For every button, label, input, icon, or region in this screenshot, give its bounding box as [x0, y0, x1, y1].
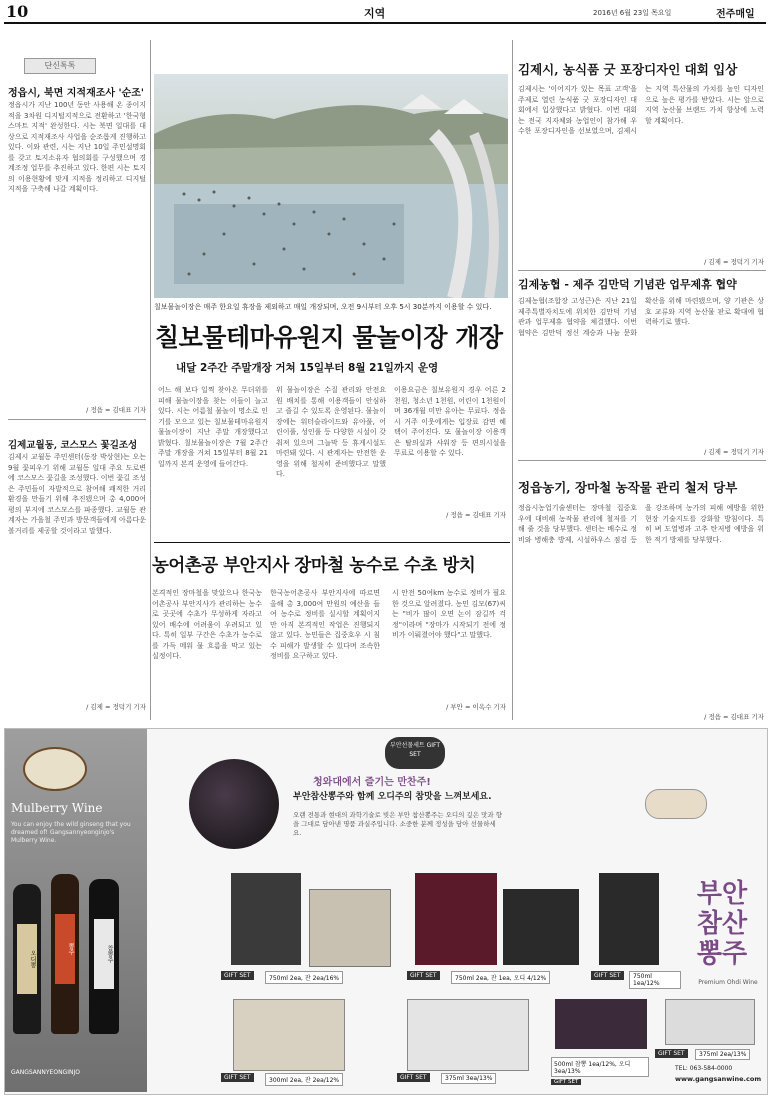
- column-divider: [512, 40, 513, 720]
- article-credit: / 정읍 = 김대표 기자: [86, 406, 146, 414]
- gift-set-7: [655, 995, 763, 1089]
- gift-set-tag: GIFT SET: [591, 971, 624, 980]
- bottle-label: 참뽕주: [94, 919, 114, 989]
- bottle-label: 오디뽕: [17, 924, 37, 994]
- gift-set-spec: 375ml 3ea/13%: [441, 1073, 496, 1084]
- issue-date: 2016년 6월 23일 목요일: [593, 9, 672, 17]
- divider: [518, 460, 766, 461]
- article-credit: / 정읍 = 김대표 기자: [704, 713, 764, 721]
- article-title: 김제시, 농식품 굿 포장디자인 대회 입상: [518, 62, 738, 77]
- feature-subheadline: 내달 2주간 주말개장 거쳐 15일부터 8월 21일까지 운영: [176, 362, 439, 374]
- article-title: 정읍농기, 장마철 농작물 관리 철저 당부: [518, 480, 738, 495]
- gift-box-image: [309, 889, 391, 967]
- brand-emblem-icon: [23, 747, 87, 791]
- farm-col-1: 본격적인 장마철을 맞았으나 한국농어촌공사 부안지사가 관리하는 농수로 곳곳에 수초가 무성하게 자라고 있어 배수에 어려움이 우려되고 있다. 특히 일부 구간은 수초가 농수로를 가득 메워 물 흐름을 막고 있는 실정이다.: [152, 589, 262, 660]
- farm-col-2: 한국농어촌공사 부안지사에 따르면 올해 총 3,000여 만원의 예산을 들여 농수로 정비를 실시할 계획이지만 아직 본격적인 작업은 진행되지 않고 있다. 농민들은 집중호우 시 침수 피해가 발생할 수 있다며 조속한 정비를 요구하고 있다.: [270, 589, 380, 660]
- company-name: GANGSANNYEONGINJO: [11, 1069, 80, 1076]
- gift-set-spec: 300ml 2ea, 잔 2ea/12%: [265, 1073, 343, 1086]
- gift-set-spec: 375ml 2ea/13%: [695, 1049, 750, 1060]
- wine-bottle: [13, 884, 41, 1034]
- farm-credit: / 부안 = 이옥수 기자: [446, 703, 506, 711]
- article-title: 김제농협 - 제주 김만덕 기념관 업무제휴 협약: [518, 278, 737, 291]
- wine-bottle: [89, 879, 119, 1034]
- article-body: 정읍시농업기술센터는 장마철 집중호우에 대비해 농작물 관리에 철저를 기해 줄 것을 당부했다. 센터는 배수로 정비와 병해충 방제, 시설하우스 점검 등을 강조하며 농가의 피해 예방을 위한 현장 기술지도를 강화할 방침이다. 특히 벼 도열병과 고추 탄저병 예방을 위한 적기 방제를 당부했다.: [518, 504, 764, 544]
- photo-caption: 칠보물놀이장은 매주 한요일 휴장을 제외하고 매일 개장되며, 오전 9시부터 오후 5시 30분까지 이용할 수 있다.: [154, 303, 492, 311]
- farm-col-3: 시 안전 50여km 농수로 정비가 필요한 것으로 알려졌다. 농민 김모(67)씨는 "비가 많이 오면 논이 잠길까 걱정"이라며 "장마가 시작되기 전에 정비가 이뤄졌어야 했다"고 말했다.: [392, 589, 506, 639]
- ad-phone: TEL: 063-584-0000: [675, 1065, 733, 1072]
- gift-set-tag: GIFT SET: [551, 1079, 581, 1085]
- gift-set-tag: GIFT SET: [221, 1073, 254, 1082]
- mulberry-wine-ad: [4, 728, 768, 1095]
- ad-premium-note: Premium Ohdi Wine: [698, 979, 758, 986]
- gift-box-image: [415, 873, 497, 965]
- article-credit: / 김제 = 정덕기 기자: [704, 448, 764, 456]
- section-title: 지역: [364, 7, 386, 20]
- ad-brand-panel: [5, 729, 147, 1092]
- article-body: 김제시는 '이어지가 있는 목표 고객'을 주제로 열린 농식품 굿 포장디자인 대회에서 입상했다고 밝혔다. 이번 대회는 전국 지자체와 농업인이 참가해 우수한 포장디자인을 선보였으며, 김제시는 지역 특산물의 가치를 높인 디자인으로 높은 평가를 받았다. 시는 앞으로 지역 농산물 브랜드 가치 향상에 노력할 계획이다.: [518, 85, 764, 135]
- feature-col-1: 어느 해 보다 일찍 찾아온 무더위를 피해 물놀이장을 찾는 이들이 늘고 있다. 시는 어름철 물놀이 명소로 인기를 모으고 있는 칠보물테마유원지 물놀이장이 지난 주말 개장했다고 밝혔다. 칠보물놀이장은 7월 2주간 주말 개장을 거쳐 15일부터 8월 21일까지 본격 운영에 들어간다.: [158, 386, 268, 468]
- article-body: 김제시 교월동 주민센터(동장 박상현)는 오는 9월 꽃피우기 위해 교월동 일대 주요 도로변에 코스모스 꽃길을 조성했다. 이번 꽃길 조성은 주민들이 자발적으로 참여해 쾌적한 거리 환경을 만들기 위해 추진됐으며 총 4,000여 평의 부지에 코스모스를 파종했다. 교월동 관계자는 가을철 주민과 방문객들에게 아름다운 볼거리를 제공할 것이라고 말했다.: [8, 453, 146, 535]
- bottle-label: 뽕주: [55, 914, 75, 984]
- gift-set-tag: GIFT SET: [407, 971, 440, 980]
- gift-box-image: [665, 999, 755, 1045]
- gift-set-2: [407, 869, 587, 989]
- article-title: 정읍시, 북면 지적재조사 '순조': [8, 88, 144, 99]
- gift-box-image: [233, 999, 345, 1071]
- ad-slogan-2: 부안참산뽕주와 함께 오디주의 참맛을 느껴보세요.: [293, 792, 492, 802]
- ad-website: www.gangsanwine.com: [675, 1075, 762, 1083]
- page-number: 10: [6, 2, 29, 21]
- article-body: 정읍시가 지난 100년 동안 사용해 온 종이지적을 3차원 디지털지적으로 전환하고 '한국형 스마트 지적' 완성한다. 시는 북면 일대를 대상으로 지적재조사 사업을 순조롭게 진행하고 있다. 이와 관련, 시는 지난 10일 주민설명회를 갖고 토지소유자 협의회를 구성했으며 경계조정 업무를 추진하고 있다. 한편 시는 토지의 이용현황에 맞게 지적을 정리하고 디지털 지적을 구축해 나갈 계획이다.: [8, 101, 146, 193]
- gift-set-5: [397, 995, 547, 1089]
- ad-brand-subtitle: You can enjoy the wild ginseng that you dreamed of! Gangsannyeonginjo's Mulberry Wine.: [11, 821, 131, 844]
- feature-col-2: 위 물놀이장은 수질 관리와 안전요원 배치를 통해 이용객들이 안심하고 즐길 수 있도록 운영된다. 물놀이장에는 워터슬라이드와 유아풀, 어린이풀, 성인풀 등 다양한 시설이 갖춰져 있으며 그늘막 등 휴게시설도 마련돼 있다. 시 관계자는 안전한 운영을 위해 철저히 준비했다고 말했다.: [276, 386, 386, 478]
- gift-set-spec: 750ml 1ea/12%: [629, 971, 681, 989]
- masthead: 전주매일: [716, 9, 755, 20]
- feature-credit: / 정읍 = 김대표 기자: [446, 511, 506, 519]
- header-rule: [4, 22, 766, 24]
- gift-set-tag: GIFT SET: [221, 971, 254, 980]
- feature-col-3: 이용요금은 칠보유원지 경우 어른 2천원, 청소년 1천원, 어린이 1천원이며 36개월 미만 유아는 무료다. 정읍시 거주 이웃에게는 입장료 감면 혜택이 주어진다. 또 물놀이장 이용객은 탈의실과 샤워장 등 편의시설을 무료로 이용할 수 있다.: [394, 386, 506, 457]
- gift-set-spec: 750ml 2ea, 잔 1ea, 오디 4/12%: [451, 971, 550, 984]
- gift-box-image: [599, 873, 659, 965]
- gift-set-6: [551, 995, 651, 1089]
- gift-set-label: 부안선물세트 GIFT SET: [385, 737, 445, 769]
- gift-set-3: [591, 869, 681, 989]
- article-credit: / 김제 = 정덕기 기자: [86, 703, 146, 711]
- gift-set-spec: 500ml 참뽕 1ea/12%, 오디 3ea/13%: [551, 1057, 649, 1077]
- gift-box-image: [555, 999, 647, 1049]
- gift-box-image: [231, 873, 301, 965]
- article-title: 김제교월동, 코스모스 꽃길조성: [8, 440, 138, 451]
- wine-bottle: [51, 874, 79, 1034]
- gift-set-1: [221, 869, 401, 989]
- gift-set-4: [221, 995, 391, 1089]
- divider: [8, 419, 146, 420]
- ad-brand-title: Mulberry Wine: [11, 801, 103, 815]
- gift-set-spec: 750ml 2ea, 잔 2ea/16%: [265, 971, 343, 984]
- mulberry-fruit-image: [189, 759, 279, 849]
- waterpark-photo: [154, 74, 508, 298]
- silkworm-image: [645, 789, 707, 819]
- gift-set-tag: GIFT SET: [655, 1049, 688, 1058]
- ad-logo-text: 부안참산 뽕주: [696, 879, 748, 969]
- divider: [154, 542, 510, 543]
- article-body: 김제농협(조합장 고성근)은 지난 21일 제주특별자치도에 위치한 김만덕 기념관과 업무제휴 협약을 체결했다. 이번 협약은 김만덕 정신 계승과 나눔 문화 확산을 위해 마련됐으며, 양 기관은 상호 교류와 지역 농산물 판로 확대에 협력하기로 했다.: [518, 297, 764, 337]
- gift-box-image: [503, 889, 579, 965]
- article-credit: / 김제 = 정덕기 기자: [704, 258, 764, 266]
- divider: [518, 270, 766, 271]
- feature-headline: 칠보물테마유원지 물놀이장 개장: [155, 323, 503, 352]
- farm-headline: 농어촌공 부안지사 장마철 농수로 수초 방치: [152, 556, 476, 576]
- ad-slogan: 청와대에서 즐기는 만찬주!: [313, 777, 431, 788]
- gift-set-tag: GIFT SET: [397, 1073, 430, 1082]
- column-divider: [150, 40, 151, 720]
- gift-box-image: [407, 999, 529, 1071]
- briefs-badge: 단신톡톡: [24, 58, 96, 74]
- ad-intro: 오랜 전통과 현대의 과학기술로 빚은 부안 참산뽕주는 오디의 깊은 맛과 향을 그대로 담아낸 명품 과실주입니다. 소중한 분께 정성을 담아 선물하세요.: [293, 811, 503, 837]
